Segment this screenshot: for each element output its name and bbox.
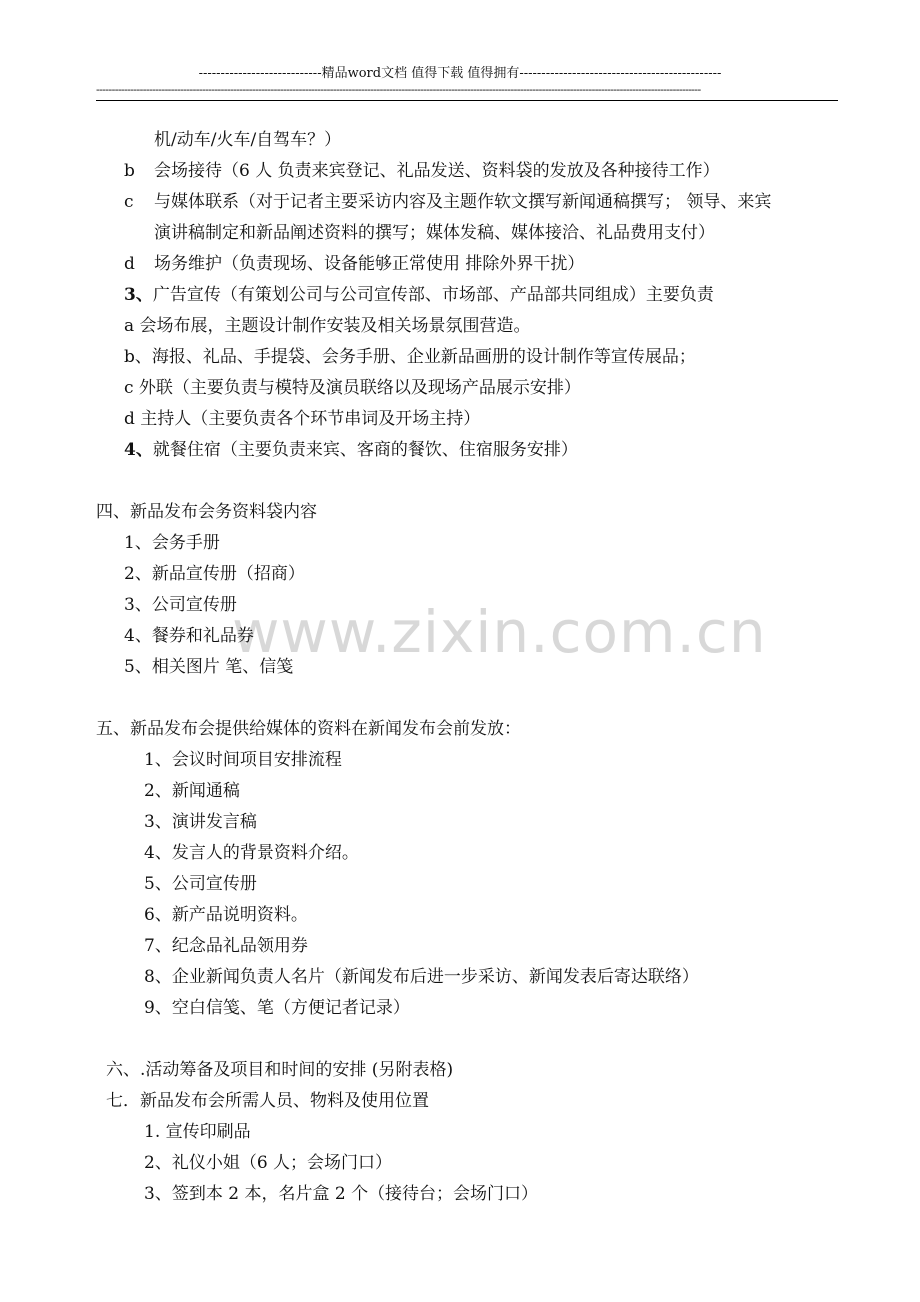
item-number: 3、: [124, 285, 153, 305]
page-header-banner: ----------------------------精品word文档 值得下载 值得拥有----------------------------------------------: [198, 66, 722, 81]
item-text: 就餐住宿（主要负责来宾、客商的餐饮、住宿服务安排）: [152, 440, 578, 460]
list-item: [124, 438, 578, 462]
page-header-dash-line: --------------------------------------------------------------------------------------------------------------------------------------------------------------------------------------------------: [96, 84, 701, 96]
list-item: 2、新品宣传册（招商）: [124, 564, 305, 584]
text-line: a 会场布展，主题设计制作安装及相关场景氛围营造。: [124, 316, 531, 336]
list-item: 3、公司宣传册: [124, 595, 237, 615]
section-heading: 六、.活动筹备及项目和时间的安排 (另附表格): [106, 1060, 454, 1080]
item-label: c: [124, 192, 134, 212]
list-item: 6、新产品说明资料。: [144, 905, 308, 925]
list-item: 5、公司宣传册: [144, 874, 257, 894]
item-text: 场务维护（负责现场、设备能够正常使用 排除外界干扰）: [154, 254, 585, 274]
item-text: 会场接待（6 人 负责来宾登记、礼品发送、资料袋的发放及各种接待工作）: [154, 161, 720, 181]
list-item: 1. 宣传印刷品: [144, 1122, 251, 1142]
list-item: 4、发言人的背景资料介绍。: [144, 843, 359, 863]
list-item: 1、会务手册: [124, 533, 220, 553]
text-line: 机/动车/火车/自驾车？）: [154, 130, 342, 150]
watermark: www.zixin.com.cn: [232, 598, 767, 666]
section-heading: 四、新品发布会务资料袋内容: [96, 502, 317, 522]
list-item: 5、相关图片 笔、信笺: [124, 657, 294, 677]
list-item: 2、新闻通稿: [144, 781, 240, 801]
text-line: c 外联（主要负责与模特及演员联络以及现场产品展示安排）: [124, 378, 581, 398]
text-line: 演讲稿制定和新品阐述资料的撰写；媒体发稿、媒体接洽、礼品费用支付）: [154, 223, 715, 243]
list-item: [124, 252, 584, 276]
list-item: 9、空白信笺、笔（方便记者记录）: [144, 998, 410, 1018]
section-heading: 七．新品发布会所需人员、物料及使用位置: [106, 1091, 429, 1111]
item-text: 广告宣传（有策划公司与公司宣传部、市场部、产品部共同组成）主要负责: [152, 285, 714, 305]
text-line: b、海报、礼品、手提袋、会务手册、企业新品画册的设计制作等宣传展品；: [124, 347, 696, 367]
list-item: 8、企业新闻负责人名片（新闻发布后进一步采访、新闻发表后寄达联络）: [144, 967, 699, 987]
item-label: b: [124, 161, 135, 181]
item-number: 4、: [124, 440, 153, 460]
list-item: [124, 159, 720, 183]
header-rule: [96, 100, 838, 101]
list-item: [124, 283, 714, 307]
list-item: 3、签到本 2 本，名片盒 2 个（接待台；会场门口）: [144, 1184, 539, 1204]
item-label: d: [124, 254, 135, 274]
section-heading: 五、新品发布会提供给媒体的资料在新闻发布会前发放：: [96, 719, 521, 739]
list-item: 1、会议时间项目安排流程: [144, 750, 342, 770]
list-item: 4、餐券和礼品券: [124, 626, 254, 646]
text-line: d 主持人（主要负责各个环节串词及开场主持）: [124, 409, 481, 429]
list-item: [124, 190, 771, 214]
list-item: 2、礼仪小姐（6 人；会场门口）: [144, 1153, 393, 1173]
item-text: 与媒体联系（对于记者主要采访内容及主题作软文撰写新闻通稿撰写； 领导、来宾: [154, 192, 772, 212]
list-item: 3、演讲发言稿: [144, 812, 257, 832]
list-item: 7、纪念品礼品领用券: [144, 936, 308, 956]
